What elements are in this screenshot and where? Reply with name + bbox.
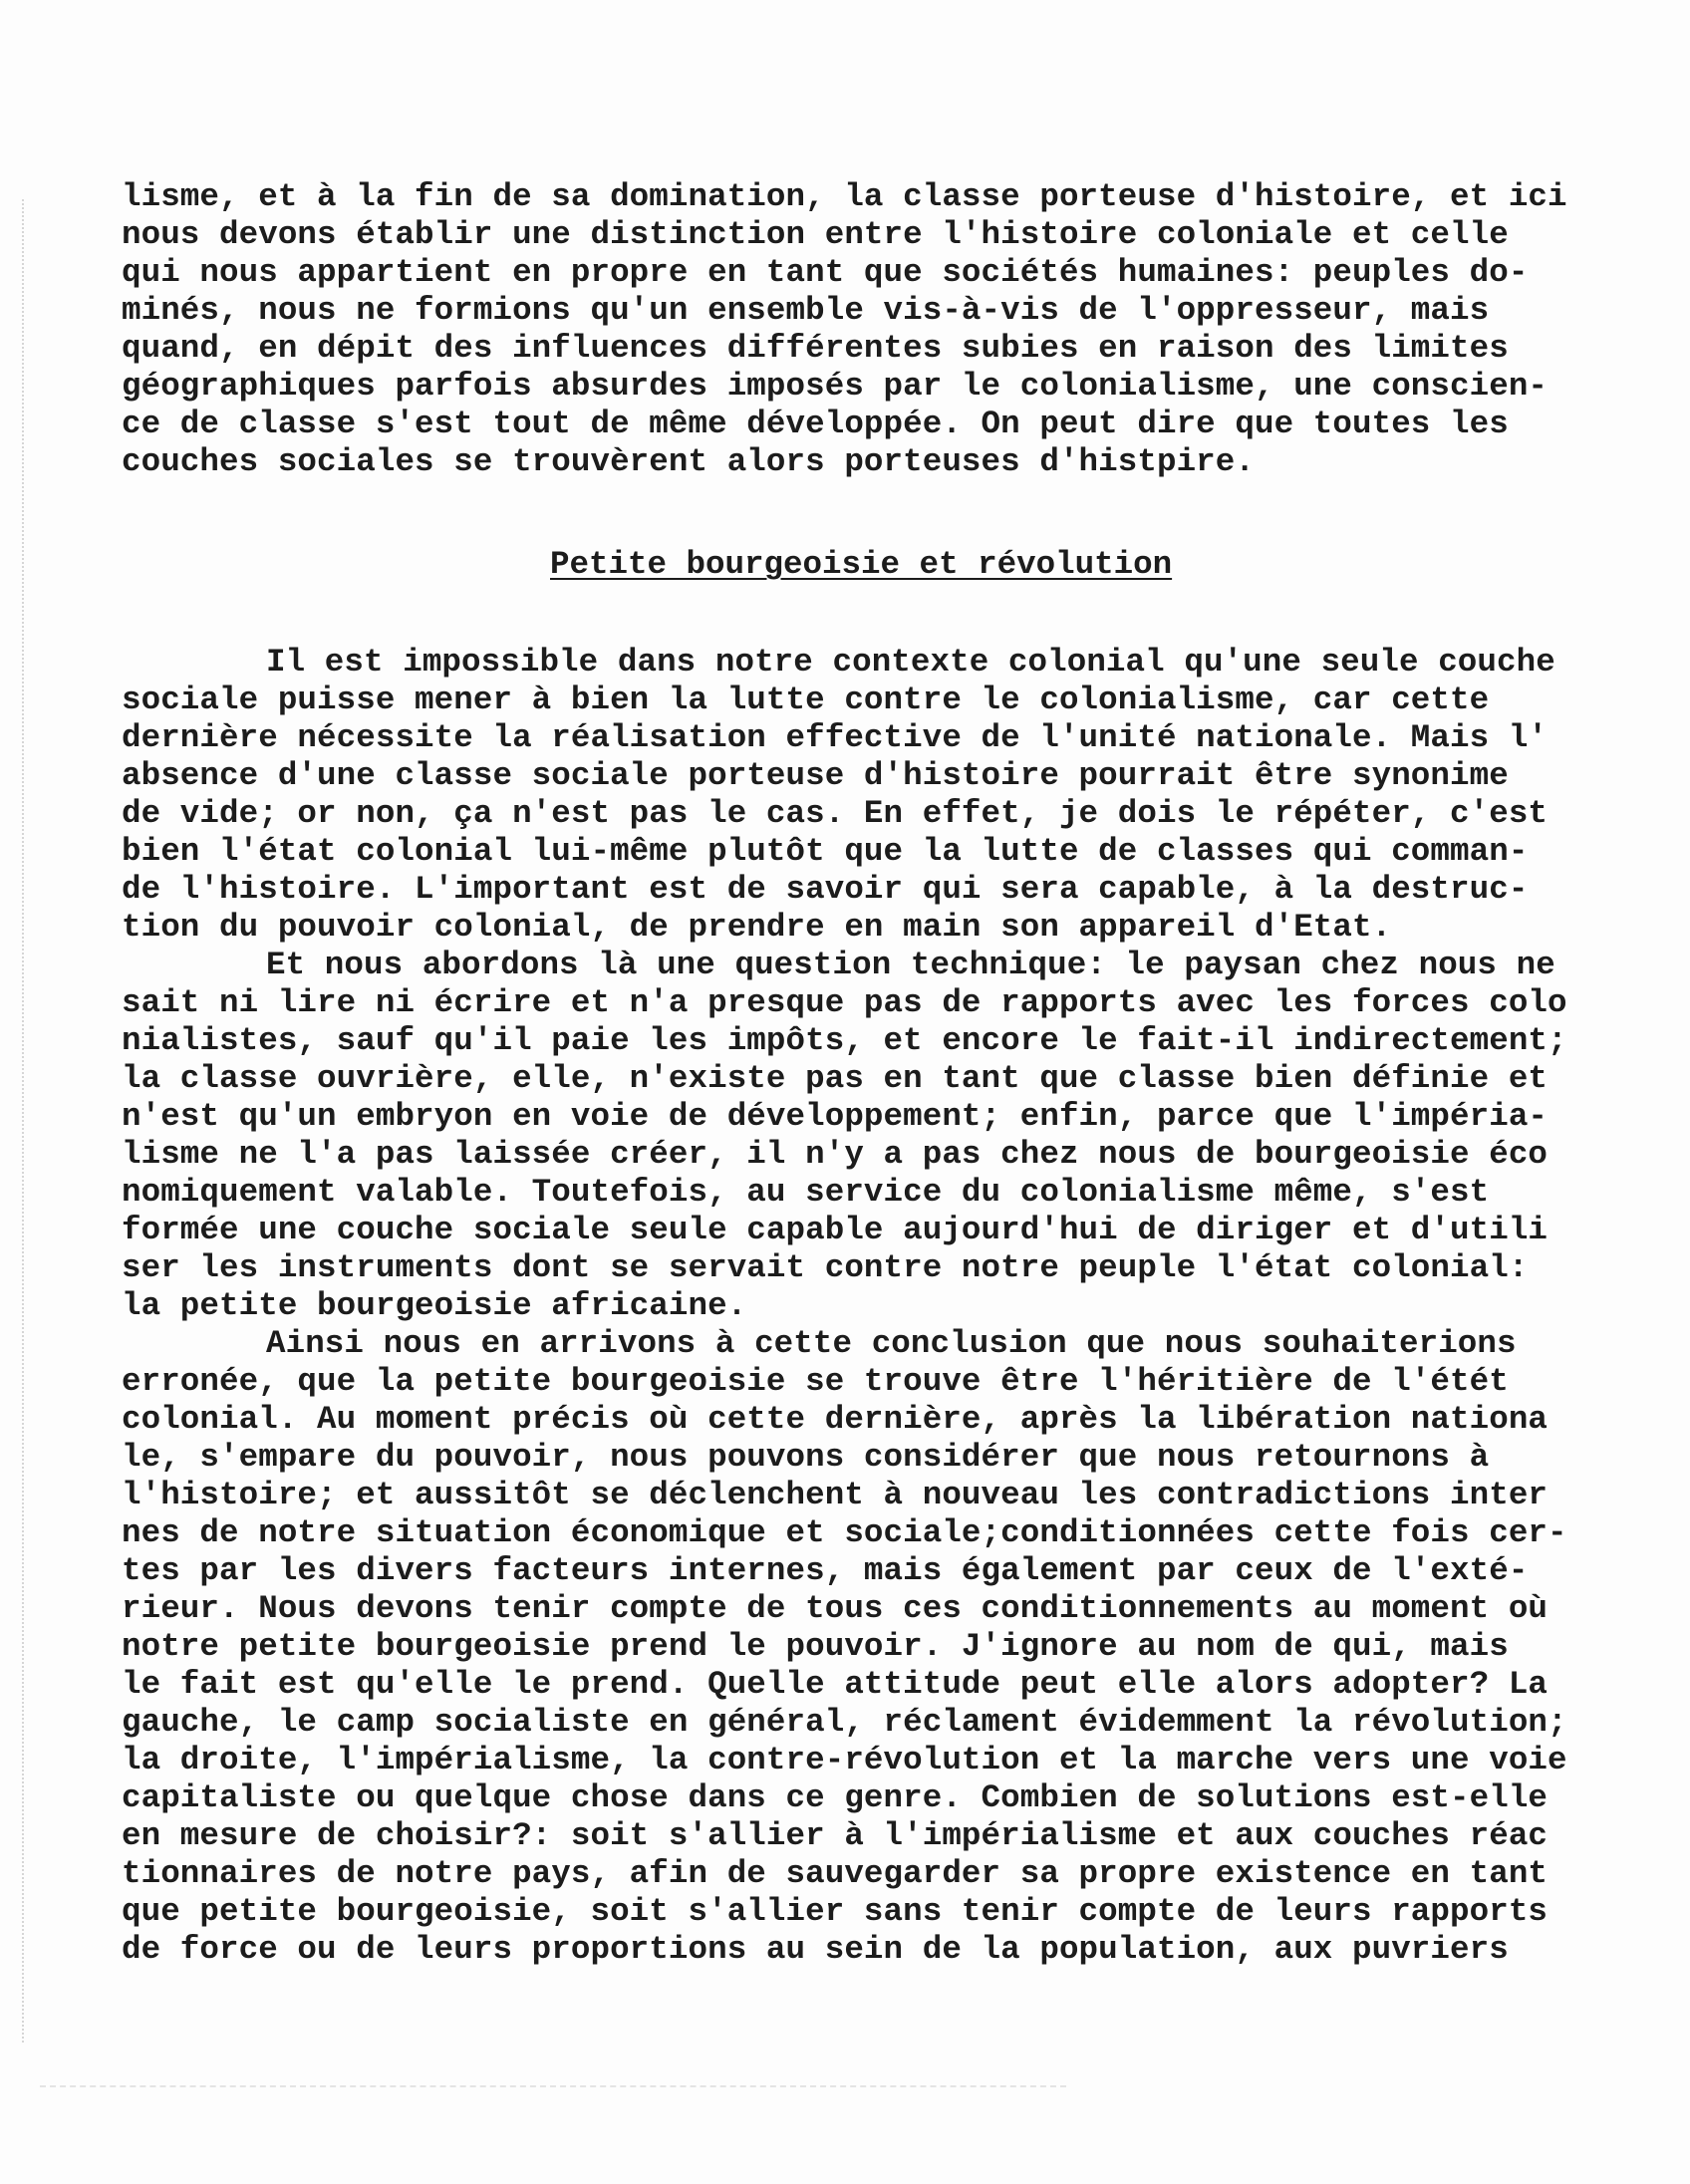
bottom-scan-artifacts <box>40 2085 1066 2087</box>
text-line: lisme ne l'a pas laissée créer, il n'y a pas chez nous de bourgeoisie éco <box>122 1136 1549 1173</box>
text-line: notre petite bourgeoisie prend le pouvoir. J'ignore au nom de qui, mais <box>122 1628 1509 1665</box>
left-margin-artifacts <box>22 199 26 2043</box>
text-line: la classe ouvrière, elle, n'existe pas en tant que classe bien définie et <box>122 1060 1549 1097</box>
text-line: nomiquement valable. Toutefois, au service du colonialisme même, s'est <box>122 1174 1490 1211</box>
text-line: tion du pouvoir colonial, de prendre en main son appareil d'Etat. <box>122 909 1392 946</box>
text-line: le, s'empare du pouvoir, nous pouvons considérer que nous retournons à <box>122 1439 1490 1476</box>
text-line: capitaliste ou quelque chose dans ce genre. Combien de solutions est-elle <box>122 1779 1549 1816</box>
text-line: que petite bourgeoisie, soit s'allier sans tenir compte de leurs rapports <box>122 1893 1549 1930</box>
text-line: absence d'une classe sociale porteuse d'histoire pourrait être synonime <box>122 757 1509 794</box>
text-line: minés, nous ne formions qu'un ensemble vis-à-vis de l'oppresseur, mais <box>122 292 1490 329</box>
text-line: sociale puisse mener à bien la lutte contre le colonialisme, car cette <box>122 682 1490 718</box>
text-line: dernière nécessite la réalisation effective de l'unité nationale. Mais l' <box>122 719 1549 756</box>
text-line: géographiques parfois absurdes imposés par le colonialisme, une conscien- <box>122 368 1549 405</box>
text-line: rieur. Nous devons tenir compte de tous ces conditionnements au moment où <box>122 1590 1549 1627</box>
text-line: en mesure de choisir?: soit s'allier à l'impérialisme et aux couches réac <box>122 1817 1549 1854</box>
text-line: lisme, et à la fin de sa domination, la classe porteuse d'histoire, et ici <box>122 178 1567 215</box>
text-line: de force ou de leurs proportions au sein de la population, aux puvriers <box>122 1931 1509 1968</box>
text-line: nous devons établir une distinction entre l'histoire coloniale et celle <box>122 216 1509 253</box>
text-line: tes par les divers facteurs internes, mais également par ceux de l'exté- <box>122 1552 1529 1589</box>
text-line: formée une couche sociale seule capable aujourd'hui de diriger et d'utili <box>122 1212 1549 1248</box>
text-line: la petite bourgeoisie africaine. <box>122 1287 747 1324</box>
text-line: couches sociales se trouvèrent alors porteuses d'histpire. <box>122 443 1255 480</box>
text-line: Ainsi nous en arrivons à cette conclusion que nous souhaiterions <box>266 1325 1517 1362</box>
text-line: ser les instruments dont se servait contre notre peuple l'état colonial: <box>122 1249 1529 1286</box>
text-line: sait ni lire ni écrire et n'a presque pas de rapports avec les forces colo <box>122 984 1567 1021</box>
text-line: nialistes, sauf qu'il paie les impôts, et encore le fait-il indirectement; <box>122 1022 1567 1059</box>
text-line: ce de classe s'est tout de même développée. On peut dire que toutes les <box>122 406 1509 442</box>
text-line: colonial. Au moment précis où cette dernière, après la libération nationa <box>122 1401 1549 1438</box>
text-line: de vide; or non, ça n'est pas le cas. En effet, je dois le répéter, c'est <box>122 795 1549 832</box>
text-line: Et nous abordons là une question technique: le paysan chez nous ne <box>266 947 1555 983</box>
text-line: le fait est qu'elle le prend. Quelle attitude peut elle alors adopter? La <box>122 1666 1549 1703</box>
text-line: erronée, que la petite bourgeoisie se trouve être l'héritière de l'étét <box>122 1363 1509 1400</box>
section-heading: Petite bourgeoisie et révolution <box>550 546 1173 583</box>
text-line: n'est qu'un embryon en voie de développement; enfin, parce que l'impéria- <box>122 1098 1549 1135</box>
text-line: l'histoire; et aussitôt se déclenchent à nouveau les contradictions inter <box>122 1477 1549 1513</box>
text-line: nes de notre situation économique et sociale;conditionnées cette fois cer- <box>122 1514 1567 1551</box>
text-line: gauche, le camp socialiste en général, réclament évidemment la révolution; <box>122 1704 1567 1741</box>
text-line: la droite, l'impérialisme, la contre-révolution et la marche vers une voie <box>122 1742 1567 1778</box>
text-line: quand, en dépit des influences différentes subies en raison des limites <box>122 330 1509 367</box>
text-line: de l'histoire. L'important est de savoir qui sera capable, à la destruc- <box>122 871 1529 908</box>
text-line: Il est impossible dans notre contexte colonial qu'une seule couche <box>266 644 1555 681</box>
text-line: qui nous appartient en propre en tant que sociétés humaines: peuples do- <box>122 254 1529 291</box>
text-line: tionnaires de notre pays, afin de sauvegarder sa propre existence en tant <box>122 1855 1549 1892</box>
text-line: bien l'état colonial lui-même plutôt que la lutte de classes qui comman- <box>122 833 1529 870</box>
